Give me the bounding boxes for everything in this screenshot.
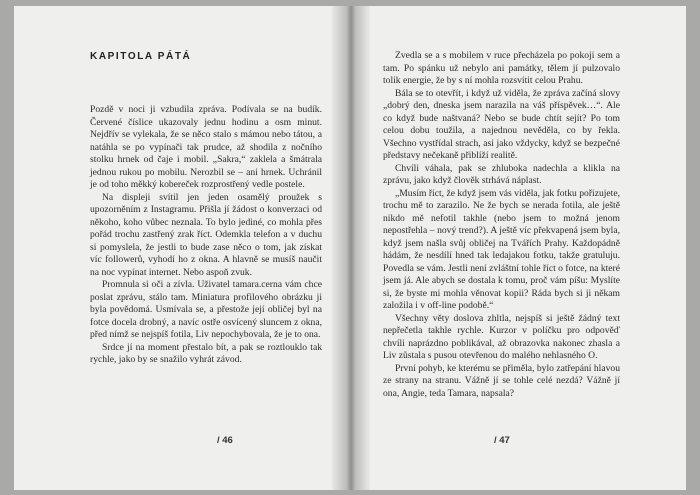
paragraph: Bála se to otevřít, i když už viděla, že zpráva začíná slovy „dobrý den, dneska jsem narazila na váš příspěvek…“. Ale co když bude naštvaná? Nebo se bude chtít sejít? Po tom celou dobu toužila, a najednou nevěděla, co by řekla. Všechno vystřídal strach, asi jako vždycky, když se bezpečné představy nečekaně přiblíží realitě. [383, 87, 620, 161]
paragraph: Srdce jí na moment přestalo bít, a pak se roztlouklo tak rychle, jako by se snažilo vyhrát závod. [90, 341, 322, 365]
page-number: / 46 [217, 435, 233, 446]
left-page-body [90, 104, 322, 367]
right-page-body [383, 50, 620, 400]
right-page [350, 6, 686, 490]
paragraph: Pozdě v noci ji vzbudila zpráva. Podívala se na budík. Červené číslice ukazovaly jednu hodinu a osm minut. Nejdřív se vylekala, že se něco stalo s mámou nebo tátou, a natáhla se po vypínači tak prudce, až shodila z nočního stolku hrnek od čaje i mobil. „Sakra,“ zaklela a šmátrala jednou rukou po mobilu. Nerozbil se – ani hrnek. Uchránil je od toho měkký kobereček rozprostřený vedle postele. [90, 104, 322, 190]
open-book [14, 6, 686, 490]
book-gutter [332, 6, 370, 490]
paragraph: Všechny věty doslova zhltla, nejspíš si ještě žádný text nepřečetla takhle rychle. Kurzor v políčku pro odpověď chvíli naprázdno poblikával, až obrazovka nakonec zhasla a Liv zůstala s pusou otevřenou do malého nehlasného O. [383, 312, 620, 361]
paragraph: Chvíli váhala, pak se zhluboka nadechla a klikla na zprávu, jako když člověk strhává náplast. [383, 162, 620, 186]
paragraph: „Musím říct, že když jsem vás viděla, jak fotku pořizujete, trochu mě to zarazilo. Ne že bych se nerada fotila, ale ještě nikdo mě nefotil takhle (nebo jsem to možná jenom nepostřehla – nový trend?). A ještě víc překvapená jsem byla, když jsem našla svůj obličej na Tvářích Prahy. Každopádně hádám, že nesdílí hned tak ledajakou fotku, takže gratuluju. Povedla se vám. Jestli není zvláštní tohle říct o fotce, na které jsem já. Ale abych se dostala k tomu, proč vám píšu: Myslíte si, že byste mi mohla věnovat kopii? Ráda bych si ji někam založila i v off-line podobě.“ [383, 187, 620, 311]
paragraph: Na displeji svítil jen jeden osamělý proužek s upozorněním z Instagramu. Přišla jí žádost o konverzaci od někoho, koho vůbec neznala. To bylo jediné, co mohla přes pořád trochu zastřený zrak říct. Odemkla telefon a v duchu si pomyslela, že jestli to bude zase něco o tom, jak získat víc followerů, vyhodí ho z okna. A hlavně se musíš naučit na noc vypínat internet. Nebo aspoň zvuk. [90, 191, 322, 278]
left-page [14, 6, 350, 490]
paragraph: První pohyb, ke kterému se přiměla, bylo zatřepání hlavou ze strany na stranu. Vážně jí se tohle celé nezdá? Vážně jí ona, Angie, teda Tamara, napsala? [383, 362, 620, 399]
page-number: / 47 [494, 435, 510, 446]
paragraph: Promnula si oči a zívla. Uživatel tamara.cerna vám chce poslat zprávu, stálo tam. Miniatura profilového obrázku ji byla povědomá. Usmívala se, a přestože její obličej byl na fotce docela drobný, a navíc ostře osvícený sluncem z okna, před nímž se nejspíš fotila, Liv nepochybovala, že je to ona. [90, 279, 322, 340]
chapter-title: KAPITOLA PÁTÁ [90, 51, 192, 62]
paragraph: Zvedla se a s mobilem v ruce přecházela po pokoji sem a tam. Po spánku už nebylo ani památky, tělem jí pulzovalo tolik energie, že by s ní mohla rozsvítit celou Prahu. [383, 50, 620, 86]
